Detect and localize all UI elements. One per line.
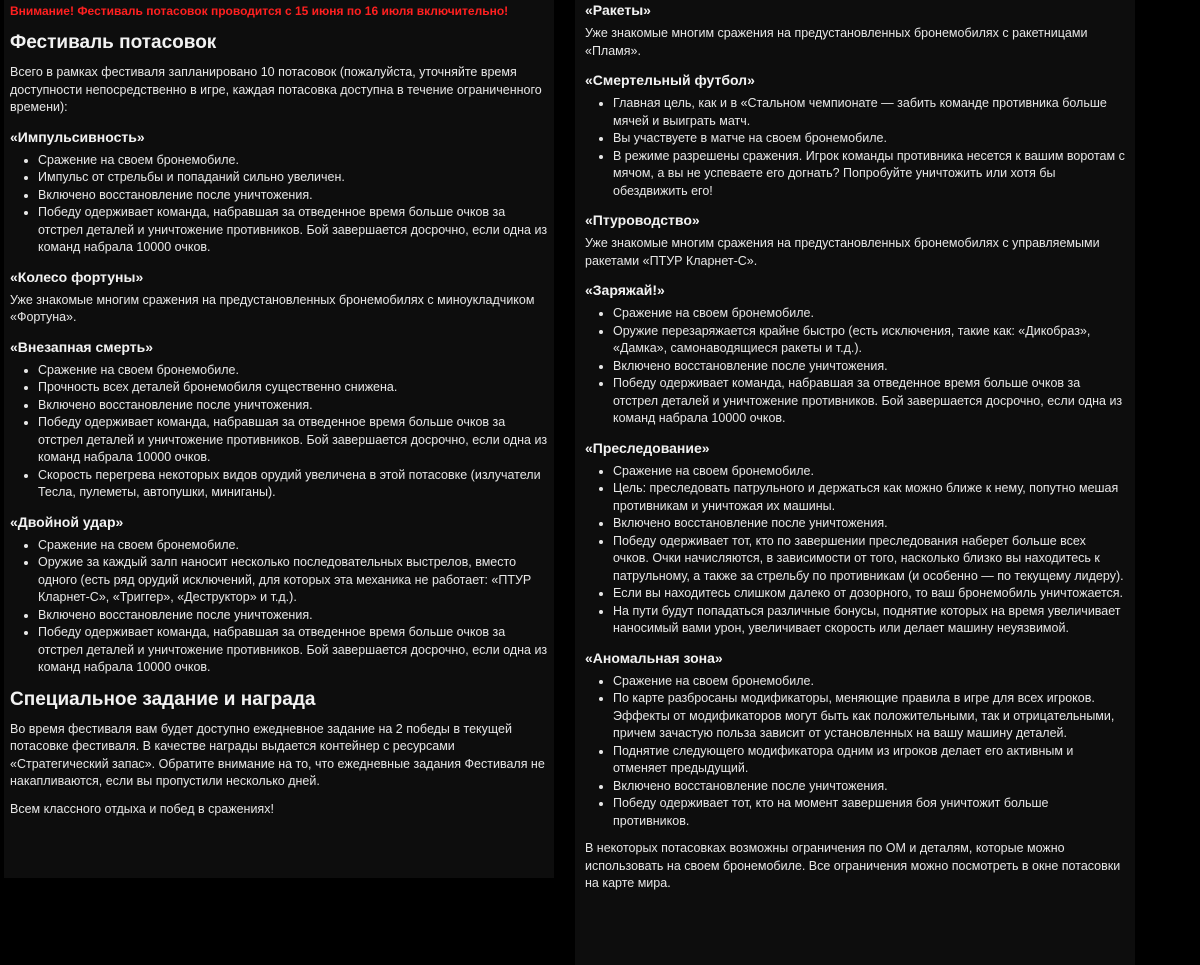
list-item: • Цель: преследовать патрульного и держаться как можно ближе к нему, попутно мешая противникам и уничтожая их машины. <box>613 480 1125 515</box>
list-item: • Включено восстановление после уничтожения. <box>613 515 1125 533</box>
list-item: • Главная цель, как и в «Стальном чемпионате — забить команде противника больше мячей и выиграть матч. <box>613 95 1125 130</box>
list-item: • Сражение на своем бронемобиле. <box>38 362 548 380</box>
list-item: • Если вы находитесь слишком далеко от дозорного, то ваш бронемобиль уничтожается. <box>613 585 1125 603</box>
section-pursuit <box>585 438 1125 638</box>
section-heading: «Заряжай!» <box>585 282 665 298</box>
section-text: Уже знакомые многим сражения на предустановленных бронемобилях с управляемыми ракетами «ПТУР Кларнет-С». <box>585 236 1100 268</box>
list-item: • Победу одерживает команда, набравшая за отведенное время больше очков за отстрел деталей и уничтожение противников. Бой завершается досрочно, если одна из команд набрала 10000 очков. <box>613 375 1125 428</box>
list-item: • Сражение на своем бронемобиле. <box>38 537 548 555</box>
list-item: • Сражение на своем бронемобиле. <box>613 305 1125 323</box>
section-heading: «Внезапная смерть» <box>10 338 154 355</box>
section-double-strike <box>10 512 548 677</box>
section-heading: «Аномальная зона» <box>585 649 723 666</box>
restrictions-footnote: В некоторых потасовках возможны ограничения по ОМ и деталям, которые можно использовать на своем бронемобиле. Все ограничения можно посмотреть в окне потасовки на карте мира. <box>585 841 1121 890</box>
section-sudden-death <box>10 337 548 502</box>
section-heading: «Импульсивность» <box>10 128 145 145</box>
section-heading: «Двойной удар» <box>10 513 124 530</box>
list-item: • Оружие за каждый залп наносит несколько последовательных выстрелов, вместо одного (есть ряд орудий исключений, для которых эта механика не работает: «ПТУР Кларнет-С», «Триггер», «Деструктор» и т.д.). <box>38 554 548 607</box>
list-item: • Скорость перегрева некоторых видов орудий увеличена в этой потасовке (излучатели Тесла, пулеметы, автопушки, миниганы). <box>38 467 548 502</box>
section-rockets <box>585 0 1125 60</box>
bullet-list <box>585 673 1125 831</box>
section-reload <box>585 280 1125 428</box>
bullet-list <box>585 305 1125 428</box>
section-heading: «Колесо фортуны» <box>10 268 144 285</box>
bullet-list <box>10 537 548 677</box>
list-item: • Победу одерживает команда, набравшая за отведенное время больше очков за отстрел деталей и уничтожение противников. Бой завершается досрочно, если одна из команд набрала 10000 очков. <box>38 414 548 467</box>
festival-warning: Внимание! Фестиваль потасовок проводится с 15 июня по 16 июля включительно! <box>10 4 509 18</box>
closing-text: Всем классного отдыха и побед в сражениях! <box>10 801 274 816</box>
bullet-list <box>585 463 1125 638</box>
list-item: • Импульс от стрельбы и попаданий сильно увеличен. <box>38 169 548 187</box>
list-item: • На пути будут попадаться различные бонусы, поднятие которых на время увеличивает наносимый вами урон, увеличивает скорость или делает машину неуязвимой. <box>613 603 1125 638</box>
list-item: • По карте разбросаны модификаторы, меняющие правила в игре для всех игроков. Эффекты от модификаторов могут быть как положительными, так и отрицательными, причем зачастую польза зависит от установленных на вашу машину деталей. <box>613 690 1125 743</box>
left-column <box>4 0 554 878</box>
list-item: • Включено восстановление после уничтожения. <box>38 187 548 205</box>
list-item: • Включено восстановление после уничтожения. <box>38 397 548 415</box>
list-item: • Включено восстановление после уничтожения. <box>613 778 1125 796</box>
section-anomaly-zone <box>585 648 1125 831</box>
list-item: • Победу одерживает тот, кто на момент завершения боя уничтожит больше противников. <box>613 795 1125 830</box>
intro-text: Всего в рамках фестиваля запланировано 10 потасовок (пожалуйста, уточняйте время доступности непосредственно в игре, каждая потасовка доступна в течение ограниченного времени): <box>10 65 542 114</box>
special-task-title: Специальное задание и награда <box>10 688 316 710</box>
section-deadly-football <box>585 70 1125 200</box>
section-wheel-of-fortune <box>10 267 548 327</box>
section-heading: «Птуроводство» <box>585 212 700 228</box>
list-item: • Поднятие следующего модификатора одним из игроков делает его активным и отменяет предыдущий. <box>613 743 1125 778</box>
list-item: • Сражение на своем бронемобиле. <box>613 463 1125 481</box>
right-column <box>575 0 1135 965</box>
section-heading: «Смертельный футбол» <box>585 72 755 88</box>
list-item: • Вы участвуете в матче на своем бронемобиле. <box>613 130 1125 148</box>
list-item: • Победу одерживает команда, набравшая за отведенное время больше очков за отстрел деталей и уничтожение противников. Бой завершается досрочно, если одна из команд набрала 10000 очков. <box>38 624 548 677</box>
section-heading: «Ракеты» <box>585 2 651 18</box>
list-item: • Включено восстановление после уничтожения. <box>38 607 548 625</box>
section-text: Уже знакомые многим сражения на предустановленных бронемобилях с ракетницами «Пламя». <box>585 26 1088 58</box>
list-item: • Прочность всех деталей бронемобиля существенно снижена. <box>38 379 548 397</box>
bullet-list <box>10 362 548 502</box>
list-item: • В режиме разрешены сражения. Игрок команды противника несется к вашим воротам с мячом, а вы не успеваете его догнать? Попробуйте уничтожить или хотя бы обездвижить его! <box>613 148 1125 201</box>
special-task-text: Во время фестиваля вам будет доступно ежедневное задание на 2 победы в текущей потасовке фестиваля. В качестве награды выдается контейнер с ресурсами «Стратегический запас». Обратите внимание на то, что ежедневные задания Фестиваля не накапливаются, если вы пропустили несколько дней. <box>10 721 545 788</box>
section-heading: «Преследование» <box>585 439 710 456</box>
page-title: Фестиваль потасовок <box>10 32 217 53</box>
list-item: • Сражение на своем бронемобиле. <box>38 152 548 170</box>
section-atgm <box>585 210 1125 270</box>
list-item: • Победу одерживает команда, набравшая за отведенное время больше очков за отстрел деталей и уничтожение противников. Бой завершается досрочно, если одна из команд набрала 10000 очков. <box>38 204 548 257</box>
list-item: • Включено восстановление после уничтожения. <box>613 358 1125 376</box>
section-text: Уже знакомые многим сражения на предустановленных бронемобилях с миноукладчиком «Фортуна». <box>10 292 535 324</box>
bullet-list <box>10 152 548 257</box>
list-item: • Оружие перезаряжается крайне быстро (есть исключения, такие как: «Дикобраз», «Дамка», самонаводящиеся ракеты и т.д.). <box>613 323 1125 358</box>
list-item: • Победу одерживает тот, кто по завершении преследования наберет больше всех очков. Очки начисляются, в зависимости от того, насколько близко вы находитесь к патрульному, а также за стрельбу по противникам (и особенно — по текущему лидеру). <box>613 533 1125 586</box>
list-item: • Сражение на своем бронемобиле. <box>613 673 1125 691</box>
bullet-list <box>585 95 1125 200</box>
section-impulse <box>10 127 548 257</box>
